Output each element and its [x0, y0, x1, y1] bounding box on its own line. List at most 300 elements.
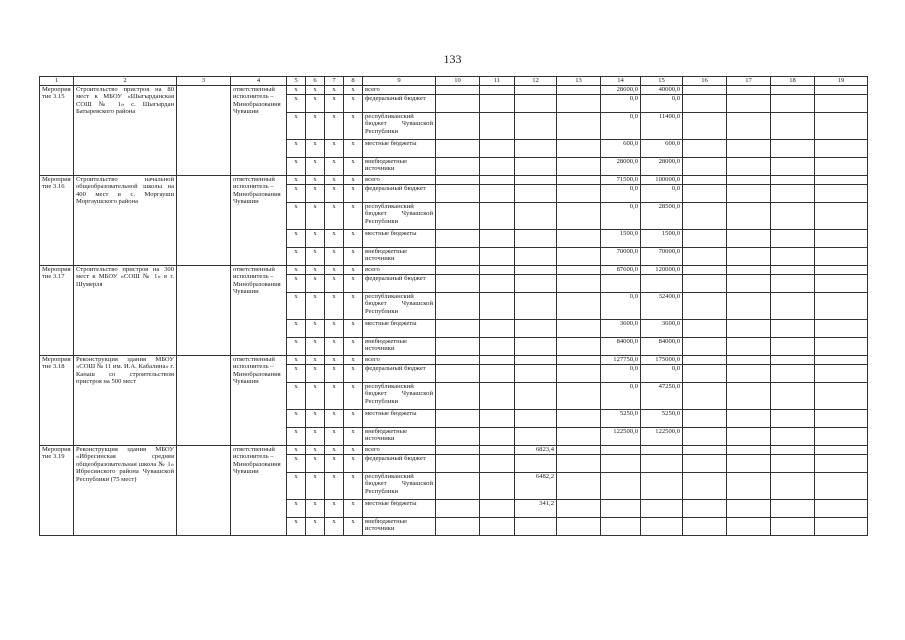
code-mark: x [287, 455, 306, 473]
code-mark: x [344, 410, 363, 428]
col-18-cell [771, 518, 815, 536]
col-13-cell [557, 518, 601, 536]
measure-executor: ответственный исполнитель – Минобразования Чувашии [231, 446, 287, 536]
column-header: 15 [641, 77, 683, 86]
code-mark: x [306, 365, 325, 383]
col-10-cell [436, 185, 480, 203]
code-mark: x [344, 455, 363, 473]
col-18-cell [771, 356, 815, 365]
col-14-value: 3600,0 [601, 320, 641, 338]
col-17-cell [727, 320, 771, 338]
col-17-cell [727, 383, 771, 410]
col-10-cell [436, 473, 480, 500]
measure-id: Мероприятие 3.17 [40, 266, 74, 356]
code-mark: x [287, 383, 306, 410]
code-mark: x [306, 275, 325, 293]
code-mark: x [344, 230, 363, 248]
col-14-value: 28600,0 [601, 86, 641, 95]
code-mark: x [306, 338, 325, 356]
code-mark: x [344, 176, 363, 185]
col-10-cell [436, 203, 480, 230]
col-11-cell [480, 338, 515, 356]
col-10-cell [436, 86, 480, 95]
col-12-value [515, 428, 557, 446]
column-header: 19 [815, 77, 868, 86]
code-mark: x [306, 320, 325, 338]
col-14-value [601, 455, 641, 473]
code-mark: x [306, 455, 325, 473]
column-header: 14 [601, 77, 641, 86]
code-mark: x [287, 410, 306, 428]
col-16-cell [683, 230, 727, 248]
col-12-value: 6482,2 [515, 473, 557, 500]
col-10-cell [436, 320, 480, 338]
code-mark: x [325, 356, 344, 365]
funding-source: федеральный бюджет [363, 365, 436, 383]
code-mark: x [344, 248, 363, 266]
col-10-cell [436, 455, 480, 473]
col-13-cell [557, 266, 601, 275]
col-13-cell [557, 455, 601, 473]
col-19-cell [815, 176, 868, 185]
col-16-cell [683, 140, 727, 158]
column-header: 4 [231, 77, 287, 86]
funding-source: всего [363, 86, 436, 95]
code-mark: x [344, 158, 363, 176]
funding-source: внебюджетные источники [363, 158, 436, 176]
code-mark: x [344, 338, 363, 356]
col-18-cell [771, 140, 815, 158]
col-17-cell [727, 176, 771, 185]
col-18-cell [771, 113, 815, 140]
col-13-cell [557, 203, 601, 230]
col-10-cell [436, 230, 480, 248]
code-mark: x [287, 95, 306, 113]
code-mark: x [306, 410, 325, 428]
col-14-value: 71500,0 [601, 176, 641, 185]
table-row [40, 86, 868, 95]
code-mark: x [325, 428, 344, 446]
col-11-cell [480, 248, 515, 266]
col-17-cell [727, 518, 771, 536]
code-mark: x [287, 338, 306, 356]
code-mark: x [306, 356, 325, 365]
col-14-value: 0,0 [601, 293, 641, 320]
col-14-value [601, 500, 641, 518]
code-mark: x [344, 113, 363, 140]
col-17-cell [727, 95, 771, 113]
col-16-cell [683, 428, 727, 446]
col-11-cell [480, 185, 515, 203]
col-16-cell [683, 365, 727, 383]
column-header: 13 [557, 77, 601, 86]
col-13-cell [557, 86, 601, 95]
col-14-value: 28000,0 [601, 158, 641, 176]
col-15-value: 28500,0 [641, 203, 683, 230]
code-mark: x [287, 203, 306, 230]
funding-source: внебюджетные источники [363, 248, 436, 266]
col-17-cell [727, 140, 771, 158]
col-15-value [641, 455, 683, 473]
code-mark: x [306, 500, 325, 518]
col-17-cell [727, 338, 771, 356]
col-11-cell [480, 266, 515, 275]
column-3-cell [177, 446, 231, 536]
column-header: 9 [363, 77, 436, 86]
code-mark: x [344, 428, 363, 446]
col-17-cell [727, 455, 771, 473]
col-13-cell [557, 365, 601, 383]
col-11-cell [480, 113, 515, 140]
col-11-cell [480, 446, 515, 455]
col-13-cell [557, 383, 601, 410]
col-11-cell [480, 140, 515, 158]
col-11-cell [480, 176, 515, 185]
code-mark: x [325, 230, 344, 248]
col-18-cell [771, 428, 815, 446]
col-16-cell [683, 500, 727, 518]
col-12-value [515, 293, 557, 320]
col-14-value: 87600,0 [601, 266, 641, 275]
col-16-cell [683, 248, 727, 266]
col-16-cell [683, 275, 727, 293]
funding-source: внебюджетные источники [363, 338, 436, 356]
code-mark: x [325, 383, 344, 410]
col-12-value [515, 230, 557, 248]
col-11-cell [480, 320, 515, 338]
col-17-cell [727, 293, 771, 320]
col-11-cell [480, 86, 515, 95]
col-18-cell [771, 383, 815, 410]
col-14-value: 0,0 [601, 383, 641, 410]
code-mark: x [344, 518, 363, 536]
measure-id: Мероприятие 3.18 [40, 356, 74, 446]
column-header: 3 [177, 77, 231, 86]
col-15-value: 600,0 [641, 140, 683, 158]
col-12-value [515, 248, 557, 266]
code-mark: x [325, 320, 344, 338]
code-mark: x [306, 230, 325, 248]
code-mark: x [287, 500, 306, 518]
code-mark: x [306, 203, 325, 230]
code-mark: x [325, 185, 344, 203]
col-15-value: 175000,0 [641, 356, 683, 365]
code-mark: x [306, 293, 325, 320]
code-mark: x [287, 113, 306, 140]
col-17-cell [727, 185, 771, 203]
table-body [40, 86, 868, 536]
col-10-cell [436, 266, 480, 275]
col-12-value [515, 518, 557, 536]
col-18-cell [771, 320, 815, 338]
col-15-value: 28000,0 [641, 158, 683, 176]
col-18-cell [771, 248, 815, 266]
col-16-cell [683, 113, 727, 140]
col-10-cell [436, 500, 480, 518]
col-10-cell [436, 410, 480, 428]
col-16-cell [683, 176, 727, 185]
measure-name: Реконструкция здания МБОУ «СОШ № 11 им. И.А. Кабалина» г. Канаш со строительством пристроя на 500 мест [74, 356, 177, 446]
col-14-value [601, 446, 641, 455]
measure-name: Строительство пристроя на 300 мест к МБОУ «СОШ № 1» в г. Шумерля [74, 266, 177, 356]
code-mark: x [287, 320, 306, 338]
funding-source: местные бюджеты [363, 140, 436, 158]
col-14-value [601, 473, 641, 500]
column-header: 17 [727, 77, 771, 86]
col-10-cell [436, 158, 480, 176]
col-11-cell [480, 293, 515, 320]
funding-source: республиканский бюджет Чувашской Республики [363, 203, 436, 230]
col-13-cell [557, 113, 601, 140]
column-3-cell [177, 356, 231, 446]
column-header: 5 [287, 77, 306, 86]
funding-source: местные бюджеты [363, 410, 436, 428]
col-17-cell [727, 86, 771, 95]
code-mark: x [287, 140, 306, 158]
col-19-cell [815, 356, 868, 365]
col-12-value [515, 185, 557, 203]
col-18-cell [771, 275, 815, 293]
col-14-value: 0,0 [601, 203, 641, 230]
column-header: 6 [306, 77, 325, 86]
code-mark: x [344, 185, 363, 203]
measure-id: Мероприятие 3.15 [40, 86, 74, 176]
code-mark: x [344, 140, 363, 158]
col-19-cell [815, 230, 868, 248]
col-10-cell [436, 338, 480, 356]
column-header: 11 [480, 77, 515, 86]
col-14-value: 70000,0 [601, 248, 641, 266]
code-mark: x [306, 86, 325, 95]
col-16-cell [683, 473, 727, 500]
measure-id: Мероприятие 3.19 [40, 446, 74, 536]
col-17-cell [727, 473, 771, 500]
col-19-cell [815, 455, 868, 473]
col-12-value [515, 365, 557, 383]
code-mark: x [325, 365, 344, 383]
col-14-value: 0,0 [601, 185, 641, 203]
col-12-value [515, 410, 557, 428]
col-12-value [515, 455, 557, 473]
code-mark: x [344, 266, 363, 275]
col-15-value [641, 446, 683, 455]
funding-source: местные бюджеты [363, 500, 436, 518]
col-14-value: 84000,0 [601, 338, 641, 356]
col-12-value [515, 113, 557, 140]
col-13-cell [557, 275, 601, 293]
col-10-cell [436, 176, 480, 185]
col-18-cell [771, 365, 815, 383]
col-16-cell [683, 383, 727, 410]
code-mark: x [287, 428, 306, 446]
col-16-cell [683, 158, 727, 176]
funding-source: внебюджетные источники [363, 518, 436, 536]
column-header: 2 [74, 77, 177, 86]
col-16-cell [683, 95, 727, 113]
code-mark: x [344, 446, 363, 455]
col-16-cell [683, 455, 727, 473]
col-15-value [641, 518, 683, 536]
col-12-value [515, 86, 557, 95]
code-mark: x [344, 365, 363, 383]
col-13-cell [557, 248, 601, 266]
col-13-cell [557, 95, 601, 113]
col-15-value: 120000,0 [641, 266, 683, 275]
col-11-cell [480, 95, 515, 113]
table-row [40, 446, 868, 455]
col-10-cell [436, 113, 480, 140]
funding-source: местные бюджеты [363, 230, 436, 248]
col-15-value: 3600,0 [641, 320, 683, 338]
col-10-cell [436, 365, 480, 383]
col-19-cell [815, 428, 868, 446]
col-18-cell [771, 176, 815, 185]
col-18-cell [771, 266, 815, 275]
funding-source: республиканский бюджет Чувашской Республики [363, 293, 436, 320]
col-16-cell [683, 185, 727, 203]
column-header: 12 [515, 77, 557, 86]
col-15-value: 11400,0 [641, 113, 683, 140]
code-mark: x [287, 473, 306, 500]
col-15-value: 32400,0 [641, 293, 683, 320]
col-16-cell [683, 410, 727, 428]
col-19-cell [815, 293, 868, 320]
col-15-value: 5250,0 [641, 410, 683, 428]
col-12-value [515, 95, 557, 113]
funding-source: федеральный бюджет [363, 455, 436, 473]
col-19-cell [815, 383, 868, 410]
col-19-cell [815, 446, 868, 455]
code-mark: x [325, 500, 344, 518]
col-14-value: 5250,0 [601, 410, 641, 428]
col-14-value: 1500,0 [601, 230, 641, 248]
code-mark: x [287, 275, 306, 293]
col-10-cell [436, 428, 480, 446]
col-11-cell [480, 383, 515, 410]
col-10-cell [436, 140, 480, 158]
funding-source: республиканский бюджет Чувашской Республики [363, 473, 436, 500]
code-mark: x [325, 275, 344, 293]
col-19-cell [815, 185, 868, 203]
col-11-cell [480, 275, 515, 293]
col-13-cell [557, 176, 601, 185]
column-3-cell [177, 86, 231, 176]
col-12-value [515, 203, 557, 230]
code-mark: x [344, 293, 363, 320]
code-mark: x [325, 158, 344, 176]
code-mark: x [344, 356, 363, 365]
col-11-cell [480, 428, 515, 446]
col-16-cell [683, 266, 727, 275]
col-18-cell [771, 410, 815, 428]
col-15-value: 122500,0 [641, 428, 683, 446]
funding-source: всего [363, 176, 436, 185]
table-row [40, 266, 868, 275]
col-19-cell [815, 518, 868, 536]
col-16-cell [683, 338, 727, 356]
code-mark: x [344, 275, 363, 293]
code-mark: x [287, 185, 306, 203]
column-3-cell [177, 266, 231, 356]
col-12-value [515, 275, 557, 293]
funding-source: местные бюджеты [363, 320, 436, 338]
col-13-cell [557, 473, 601, 500]
funding-source: всего [363, 266, 436, 275]
col-11-cell [480, 356, 515, 365]
column-header: 10 [436, 77, 480, 86]
col-19-cell [815, 365, 868, 383]
col-17-cell [727, 365, 771, 383]
col-19-cell [815, 113, 868, 140]
col-10-cell [436, 248, 480, 266]
col-17-cell [727, 266, 771, 275]
col-13-cell [557, 185, 601, 203]
code-mark: x [344, 320, 363, 338]
measure-id: Мероприятие 3.16 [40, 176, 74, 266]
col-18-cell [771, 158, 815, 176]
col-13-cell [557, 320, 601, 338]
header-row [40, 77, 868, 86]
code-mark: x [306, 383, 325, 410]
col-16-cell [683, 518, 727, 536]
col-13-cell [557, 293, 601, 320]
col-14-value: 0,0 [601, 113, 641, 140]
col-17-cell [727, 203, 771, 230]
column-header: 16 [683, 77, 727, 86]
col-15-value [641, 473, 683, 500]
funding-source: федеральный бюджет [363, 275, 436, 293]
col-10-cell [436, 275, 480, 293]
col-12-value [515, 383, 557, 410]
code-mark: x [325, 410, 344, 428]
col-11-cell [480, 410, 515, 428]
col-18-cell [771, 338, 815, 356]
column-header: 1 [40, 77, 74, 86]
col-12-value [515, 338, 557, 356]
col-17-cell [727, 446, 771, 455]
code-mark: x [287, 248, 306, 266]
code-mark: x [287, 356, 306, 365]
funding-source: всего [363, 446, 436, 455]
code-mark: x [325, 248, 344, 266]
measure-executor: ответственный исполнитель – Минобразования Чувашии [231, 176, 287, 266]
col-19-cell [815, 473, 868, 500]
code-mark: x [344, 86, 363, 95]
col-12-value: 6823,4 [515, 446, 557, 455]
code-mark: x [306, 428, 325, 446]
col-19-cell [815, 86, 868, 95]
col-10-cell [436, 446, 480, 455]
col-17-cell [727, 230, 771, 248]
col-11-cell [480, 230, 515, 248]
code-mark: x [287, 266, 306, 275]
col-10-cell [436, 518, 480, 536]
code-mark: x [287, 158, 306, 176]
col-14-value: 600,0 [601, 140, 641, 158]
code-mark: x [344, 95, 363, 113]
code-mark: x [287, 86, 306, 95]
col-19-cell [815, 275, 868, 293]
col-14-value [601, 275, 641, 293]
measure-name: Строительство пристроя на 80 мест к МБОУ «Шыгырданская СОШ № 1» с. Шыгырдан Батыревского района [74, 86, 177, 176]
column-header: 18 [771, 77, 815, 86]
code-mark: x [306, 113, 325, 140]
col-15-value: 0,0 [641, 185, 683, 203]
code-mark: x [325, 113, 344, 140]
code-mark: x [287, 365, 306, 383]
col-16-cell [683, 356, 727, 365]
col-19-cell [815, 140, 868, 158]
